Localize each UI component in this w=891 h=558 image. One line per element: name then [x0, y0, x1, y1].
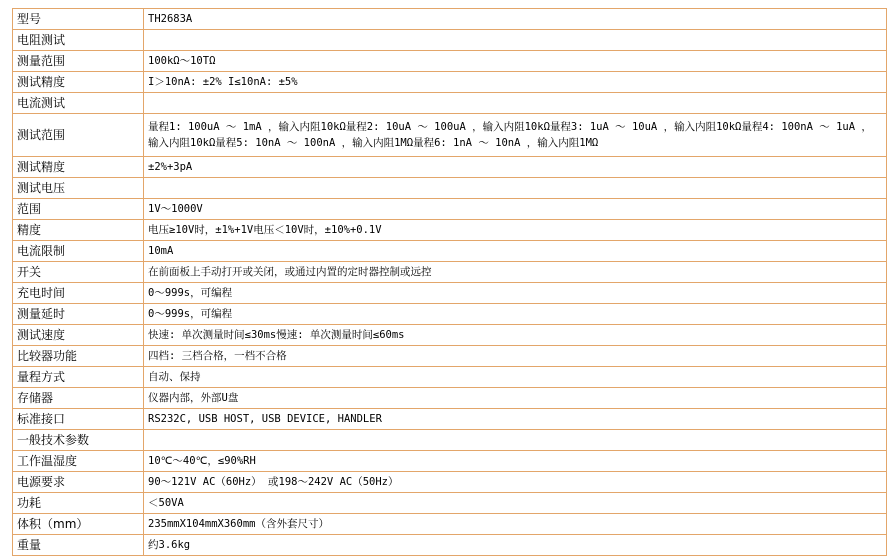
row-label: 电源要求	[13, 472, 144, 493]
table-row	[13, 9, 887, 30]
row-value	[144, 93, 887, 114]
row-value: 0～999s，可编程	[144, 283, 887, 304]
row-value: I＞10nA: ±2% I≤10nA: ±5%	[144, 72, 887, 93]
table-row	[13, 114, 887, 157]
row-label: 型号	[13, 9, 144, 30]
row-label: 重量	[13, 535, 144, 556]
row-label: 电流限制	[13, 241, 144, 262]
row-value	[144, 30, 887, 51]
table-row	[13, 472, 887, 493]
specification-table	[12, 8, 887, 556]
row-value: 自动、保持	[144, 367, 887, 388]
section-header-row	[13, 93, 887, 114]
table-row	[13, 199, 887, 220]
row-label: 开关	[13, 262, 144, 283]
table-row	[13, 241, 887, 262]
row-value: 仪器内部，外部U盘	[144, 388, 887, 409]
table-row	[13, 51, 887, 72]
row-label: 测试范围	[13, 114, 144, 157]
row-label: 测量范围	[13, 51, 144, 72]
row-label: 测试速度	[13, 325, 144, 346]
row-value: 在前面板上手动打开或关闭，或通过内置的定时器控制或远控	[144, 262, 887, 283]
row-value: 量程1: 100uA ～ 1mA ，输入内阻10kΩ量程2: 10uA ～ 100uA ，输入内阻10kΩ量程3: 1uA ～ 10uA ，输入内阻10kΩ量程4: 100nA ～ 1uA ，输入内阻10kΩ量程5: 10nA ～ 100nA ，输入内阻1MΩ量程6: 1nA ～ 10nA ，输入内阻1MΩ	[144, 114, 887, 157]
row-label: 比较器功能	[13, 346, 144, 367]
row-label: 精度	[13, 220, 144, 241]
table-row	[13, 346, 887, 367]
row-value: 10mA	[144, 241, 887, 262]
row-value: RS232C, USB HOST, USB DEVICE, HANDLER	[144, 409, 887, 430]
table-row	[13, 325, 887, 346]
row-label: 存储器	[13, 388, 144, 409]
row-value: 1V～1000V	[144, 199, 887, 220]
row-value: 0～999s，可编程	[144, 304, 887, 325]
table-row	[13, 451, 887, 472]
section-label: 一般技术参数	[13, 430, 144, 451]
table-row	[13, 262, 887, 283]
row-label: 工作温湿度	[13, 451, 144, 472]
row-value: 100kΩ～10TΩ	[144, 51, 887, 72]
table-row	[13, 283, 887, 304]
row-label: 测试精度	[13, 157, 144, 178]
section-label: 电阻测试	[13, 30, 144, 51]
row-value: 约3.6kg	[144, 535, 887, 556]
section-label: 测试电压	[13, 178, 144, 199]
row-label: 量程方式	[13, 367, 144, 388]
row-value: ±2%+3pA	[144, 157, 887, 178]
table-row	[13, 157, 887, 178]
table-row	[13, 72, 887, 93]
row-value: ＜50VA	[144, 493, 887, 514]
row-label: 充电时间	[13, 283, 144, 304]
table-row	[13, 388, 887, 409]
table-row	[13, 535, 887, 556]
row-value	[144, 430, 887, 451]
row-value: 四档: 三档合格，一档不合格	[144, 346, 887, 367]
row-value: 快速: 单次测量时间≤30ms慢速: 单次测量时间≤60ms	[144, 325, 887, 346]
row-value: 235mmX104mmX360mm（含外套尺寸）	[144, 514, 887, 535]
row-value	[144, 178, 887, 199]
table-row	[13, 220, 887, 241]
row-label: 功耗	[13, 493, 144, 514]
row-value: 90～121V AC（60Hz） 或198～242V AC（50Hz）	[144, 472, 887, 493]
section-header-row	[13, 430, 887, 451]
row-value: TH2683A	[144, 9, 887, 30]
row-value: 10℃～40℃，≤90%RH	[144, 451, 887, 472]
row-label: 范围	[13, 199, 144, 220]
table-row	[13, 367, 887, 388]
table-row	[13, 409, 887, 430]
table-row	[13, 304, 887, 325]
row-label: 标准接口	[13, 409, 144, 430]
row-value: 电压≥10V时，±1%+1V电压＜10V时，±10%+0.1V	[144, 220, 887, 241]
section-header-row	[13, 30, 887, 51]
table-row	[13, 493, 887, 514]
section-header-row	[13, 178, 887, 199]
row-label: 测量延时	[13, 304, 144, 325]
section-label: 电流测试	[13, 93, 144, 114]
spec-sheet	[12, 8, 887, 556]
row-label: 体积（mm）	[13, 514, 144, 535]
table-row	[13, 514, 887, 535]
row-label: 测试精度	[13, 72, 144, 93]
